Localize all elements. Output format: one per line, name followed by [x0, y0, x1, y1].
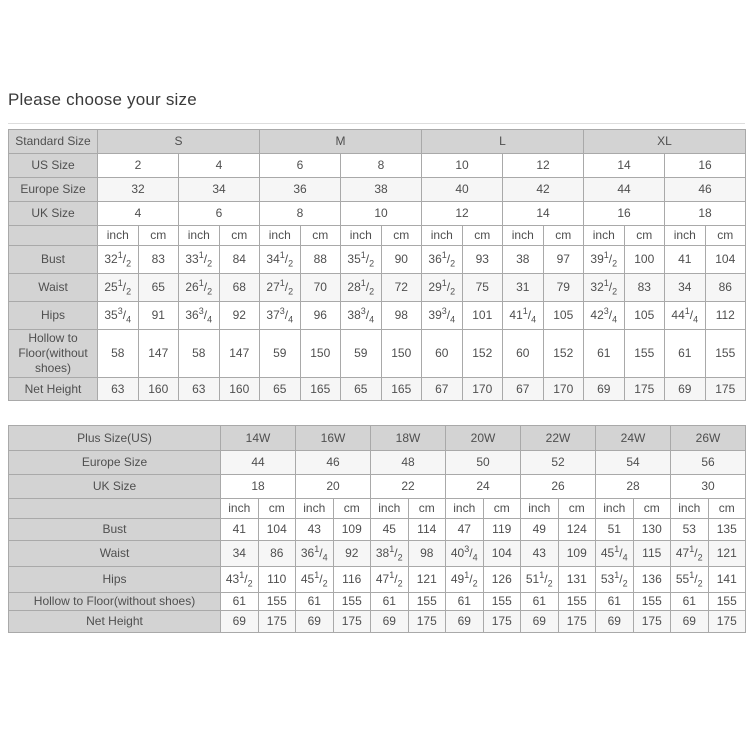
table-cell: 109 — [333, 519, 371, 541]
table-cell: 160 — [219, 378, 260, 401]
table-cell: 170 — [462, 378, 503, 401]
table-cell: 6 — [260, 154, 341, 178]
table-cell: 100 — [624, 246, 665, 274]
table-cell: 126 — [483, 567, 521, 593]
table-cell: 175 — [558, 611, 596, 633]
table-cell: 51 — [596, 519, 634, 541]
table-cell: 155 — [408, 593, 446, 611]
table-cell: 150 — [300, 330, 341, 378]
table-cell: 8 — [260, 202, 341, 226]
table-cell: $38^3/_4$ — [341, 302, 382, 330]
table-cell: $55^1/_2$ — [671, 567, 709, 593]
table-row — [9, 499, 746, 519]
table-cell: 97 — [543, 246, 584, 274]
table-row — [9, 475, 746, 499]
table-cell: 10 — [422, 154, 503, 178]
unit-header-cm: cm — [624, 226, 665, 246]
table-cell: 46 — [665, 178, 746, 202]
table-cell: 65 — [260, 378, 301, 401]
unit-header-cm: cm — [483, 499, 521, 519]
table-cell: $35^3/_4$ — [98, 302, 139, 330]
table-cell: 69 — [521, 611, 559, 633]
table-cell: 8 — [341, 154, 422, 178]
table-cell: $49^1/_2$ — [446, 567, 484, 593]
table-cell: 69 — [584, 378, 625, 401]
table-cell: 41 — [665, 246, 706, 274]
table-cell: $36^1/_2$ — [422, 246, 463, 274]
table-cell: 147 — [219, 330, 260, 378]
table-cell: 131 — [558, 567, 596, 593]
plus-size-table — [8, 425, 746, 633]
table-cell: 86 — [705, 274, 746, 302]
size-header-14w: 14W — [221, 426, 296, 451]
row-label-bust: Bust — [9, 519, 221, 541]
table-row — [9, 246, 746, 274]
table-cell: 91 — [138, 302, 179, 330]
table-cell: 65 — [341, 378, 382, 401]
table-cell: 121 — [408, 567, 446, 593]
table-cell: 61 — [446, 593, 484, 611]
table-row — [9, 567, 746, 593]
size-header-18w: 18W — [371, 426, 446, 451]
table-cell: $43^1/_2$ — [221, 567, 259, 593]
table-cell: 34 — [179, 178, 260, 202]
size-header-s: S — [98, 130, 260, 154]
table-cell: 86 — [258, 541, 296, 567]
table-cell: 48 — [371, 451, 446, 475]
table-row — [9, 202, 746, 226]
table-cell: 155 — [333, 593, 371, 611]
table-cell: 84 — [219, 246, 260, 274]
table-cell: 116 — [333, 567, 371, 593]
table-cell: 92 — [219, 302, 260, 330]
table-cell: $28^1/_2$ — [341, 274, 382, 302]
table-cell: 104 — [483, 541, 521, 567]
table-cell: 31 — [503, 274, 544, 302]
unit-header-inch: inch — [584, 226, 625, 246]
unit-header-cm: cm — [705, 226, 746, 246]
row-label-hips: Hips — [9, 567, 221, 593]
unit-header-cm: cm — [558, 499, 596, 519]
table-cell: $32^1/_2$ — [98, 246, 139, 274]
table-cell: 34 — [221, 541, 259, 567]
table-cell: 147 — [138, 330, 179, 378]
table-cell: 60 — [422, 330, 463, 378]
unit-header-inch: inch — [179, 226, 220, 246]
table-cell: 110 — [258, 567, 296, 593]
table-cell: 109 — [558, 541, 596, 567]
table-cell: 43 — [521, 541, 559, 567]
size-header-xl: XL — [584, 130, 746, 154]
unit-header-cm: cm — [408, 499, 446, 519]
row-label-uk-size: UK Size — [9, 475, 221, 499]
unit-header-inch: inch — [521, 499, 559, 519]
table-cell: 63 — [98, 378, 139, 401]
table-cell: $44^1/_4$ — [665, 302, 706, 330]
table-cell: 28 — [596, 475, 671, 499]
unit-header-inch: inch — [422, 226, 463, 246]
row-label-europe-size: Europe Size — [9, 451, 221, 475]
unit-header-cm: cm — [462, 226, 503, 246]
table-cell: 155 — [708, 593, 746, 611]
table-cell: 88 — [300, 246, 341, 274]
size-header-l: L — [422, 130, 584, 154]
table-cell: 70 — [300, 274, 341, 302]
table-cell: 155 — [633, 593, 671, 611]
size-header-20w: 20W — [446, 426, 521, 451]
table-cell: 105 — [543, 302, 584, 330]
table-cell: $37^3/_4$ — [260, 302, 301, 330]
table-cell: 98 — [381, 302, 422, 330]
table-cell: 59 — [341, 330, 382, 378]
table-cell: 155 — [558, 593, 596, 611]
table-cell: 105 — [624, 302, 665, 330]
unit-header-inch: inch — [98, 226, 139, 246]
table-cell: 26 — [521, 475, 596, 499]
table-cell: 24 — [446, 475, 521, 499]
unit-header-inch: inch — [371, 499, 409, 519]
table-row — [9, 541, 746, 567]
table-cell: 44 — [584, 178, 665, 202]
row-label-standard-size: Standard Size — [9, 130, 98, 154]
table-cell: 114 — [408, 519, 446, 541]
table-cell: 92 — [333, 541, 371, 567]
table-cell: $36^1/_4$ — [296, 541, 334, 567]
table-cell: 63 — [179, 378, 220, 401]
table-cell: 45 — [371, 519, 409, 541]
table-cell: 160 — [138, 378, 179, 401]
table-cell: 60 — [503, 330, 544, 378]
standard-size-table — [8, 129, 746, 401]
table-cell: 155 — [483, 593, 521, 611]
table-cell: 4 — [98, 202, 179, 226]
table-cell: 83 — [138, 246, 179, 274]
table-cell: 4 — [179, 154, 260, 178]
table-cell: $35^1/_2$ — [341, 246, 382, 274]
table-cell: 18 — [665, 202, 746, 226]
table-cell: 175 — [408, 611, 446, 633]
table-cell: 61 — [296, 593, 334, 611]
table-cell: 61 — [521, 593, 559, 611]
table-row — [9, 378, 746, 401]
table-cell: 98 — [408, 541, 446, 567]
table-cell: 141 — [708, 567, 746, 593]
table-cell: $42^3/_4$ — [584, 302, 625, 330]
table-cell: 67 — [503, 378, 544, 401]
table-cell: 36 — [260, 178, 341, 202]
table-cell: 50 — [446, 451, 521, 475]
table-cell: 135 — [708, 519, 746, 541]
table-cell: $39^1/_2$ — [584, 246, 625, 274]
table-cell: 38 — [341, 178, 422, 202]
unit-header-inch: inch — [503, 226, 544, 246]
unit-header-inch: inch — [221, 499, 259, 519]
unit-header-cm: cm — [219, 226, 260, 246]
table-cell: $25^1/_2$ — [98, 274, 139, 302]
table-cell: 22 — [371, 475, 446, 499]
table-row — [9, 302, 746, 330]
unit-header-inch: inch — [260, 226, 301, 246]
row-label-europe-size: Europe Size — [9, 178, 98, 202]
table-cell: 104 — [705, 246, 746, 274]
unit-header-inch: inch — [596, 499, 634, 519]
row-label-net-height: Net Height — [9, 378, 98, 401]
table-cell: 175 — [705, 378, 746, 401]
row-label-units — [9, 499, 221, 519]
table-cell: 53 — [671, 519, 709, 541]
table-row — [9, 226, 746, 246]
unit-header-inch: inch — [665, 226, 706, 246]
table-cell: $33^1/_2$ — [179, 246, 220, 274]
table-cell: 59 — [260, 330, 301, 378]
table-row — [9, 154, 746, 178]
row-label-units — [9, 226, 98, 246]
table-cell: 68 — [219, 274, 260, 302]
table-cell: $26^1/_2$ — [179, 274, 220, 302]
table-cell: $36^3/_4$ — [179, 302, 220, 330]
table-cell: 58 — [98, 330, 139, 378]
table-cell: 124 — [558, 519, 596, 541]
row-label-bust: Bust — [9, 246, 98, 274]
unit-header-inch: inch — [341, 226, 382, 246]
table-cell: 32 — [98, 178, 179, 202]
row-label-net-height: Net Height — [9, 611, 221, 633]
table-row — [9, 130, 746, 154]
table-cell: 93 — [462, 246, 503, 274]
row-label-hollow-to-floor-without-shoes: Hollow to Floor(without shoes) — [9, 593, 221, 611]
table-cell: 130 — [633, 519, 671, 541]
table-cell: 90 — [381, 246, 422, 274]
table-cell: 16 — [665, 154, 746, 178]
table-cell: 119 — [483, 519, 521, 541]
table-cell: 75 — [462, 274, 503, 302]
table-cell: 69 — [296, 611, 334, 633]
table-cell: 42 — [503, 178, 584, 202]
table-cell: 12 — [503, 154, 584, 178]
table-cell: 155 — [705, 330, 746, 378]
unit-header-cm: cm — [333, 499, 371, 519]
table-cell: 69 — [596, 611, 634, 633]
table-cell: 41 — [221, 519, 259, 541]
table-cell: 115 — [633, 541, 671, 567]
table-cell: 43 — [296, 519, 334, 541]
table-cell: $47^1/_2$ — [671, 541, 709, 567]
table-cell: 61 — [584, 330, 625, 378]
table-cell: 72 — [381, 274, 422, 302]
table-cell: 155 — [624, 330, 665, 378]
table-cell: $45^1/_2$ — [296, 567, 334, 593]
table-cell: 152 — [462, 330, 503, 378]
table-cell: $39^3/_4$ — [422, 302, 463, 330]
table-cell: 52 — [521, 451, 596, 475]
table-cell: 101 — [462, 302, 503, 330]
table-cell: 69 — [446, 611, 484, 633]
table-cell: 79 — [543, 274, 584, 302]
row-label-waist: Waist — [9, 274, 98, 302]
table-cell: 69 — [665, 378, 706, 401]
table-cell: 152 — [543, 330, 584, 378]
table-cell: 56 — [671, 451, 746, 475]
table-cell: 58 — [179, 330, 220, 378]
unit-header-cm: cm — [381, 226, 422, 246]
page-title: Please choose your size — [8, 90, 197, 109]
table-cell: 61 — [221, 593, 259, 611]
row-label-us-size: US Size — [9, 154, 98, 178]
table-cell: $47^1/_2$ — [371, 567, 409, 593]
table-cell: 96 — [300, 302, 341, 330]
table-cell: 175 — [708, 611, 746, 633]
unit-header-inch: inch — [296, 499, 334, 519]
size-header-22w: 22W — [521, 426, 596, 451]
table-cell: 175 — [483, 611, 521, 633]
table-cell: $51^1/_2$ — [521, 567, 559, 593]
table-cell: 10 — [341, 202, 422, 226]
table-cell: 14 — [584, 154, 665, 178]
table-row — [9, 611, 746, 633]
unit-header-cm: cm — [543, 226, 584, 246]
table-cell: 49 — [521, 519, 559, 541]
size-header-26w: 26W — [671, 426, 746, 451]
table-cell: $32^1/_2$ — [584, 274, 625, 302]
divider — [8, 123, 745, 124]
table-row — [9, 274, 746, 302]
table-cell: 69 — [671, 611, 709, 633]
table-cell: 175 — [624, 378, 665, 401]
table-cell: 175 — [633, 611, 671, 633]
table-cell: 170 — [543, 378, 584, 401]
table-row — [9, 519, 746, 541]
table-cell: 30 — [671, 475, 746, 499]
table-cell: 44 — [221, 451, 296, 475]
table-row — [9, 593, 746, 611]
table-cell: 18 — [221, 475, 296, 499]
table-cell: 47 — [446, 519, 484, 541]
unit-header-inch: inch — [446, 499, 484, 519]
unit-header-cm: cm — [300, 226, 341, 246]
table-cell: $45^1/_4$ — [596, 541, 634, 567]
table-cell: 38 — [503, 246, 544, 274]
table-cell: 12 — [422, 202, 503, 226]
row-label-waist: Waist — [9, 541, 221, 567]
size-header-24w: 24W — [596, 426, 671, 451]
table-cell: 16 — [584, 202, 665, 226]
table-cell: 136 — [633, 567, 671, 593]
table-cell: 6 — [179, 202, 260, 226]
table-cell: $29^1/_2$ — [422, 274, 463, 302]
table-cell: 165 — [381, 378, 422, 401]
table-cell: $34^1/_2$ — [260, 246, 301, 274]
unit-header-cm: cm — [633, 499, 671, 519]
table-cell: 2 — [98, 154, 179, 178]
table-cell: 165 — [300, 378, 341, 401]
table-row — [9, 451, 746, 475]
table-cell: 150 — [381, 330, 422, 378]
table-cell: 14 — [503, 202, 584, 226]
table-cell: 83 — [624, 274, 665, 302]
unit-header-inch: inch — [671, 499, 709, 519]
table-row — [9, 178, 746, 202]
size-header-m: M — [260, 130, 422, 154]
row-label-hollow-to-floor-without-shoes: Hollow to Floor(without shoes) — [9, 330, 98, 378]
table-cell: 155 — [258, 593, 296, 611]
table-cell: 61 — [665, 330, 706, 378]
row-label-uk-size: UK Size — [9, 202, 98, 226]
table-cell: 61 — [596, 593, 634, 611]
row-label-hips: Hips — [9, 302, 98, 330]
table-cell: 65 — [138, 274, 179, 302]
unit-header-cm: cm — [708, 499, 746, 519]
unit-header-cm: cm — [138, 226, 179, 246]
table-cell: 69 — [221, 611, 259, 633]
table-cell: 121 — [708, 541, 746, 567]
size-header-16w: 16W — [296, 426, 371, 451]
table-cell: $38^1/_2$ — [371, 541, 409, 567]
table-cell: 34 — [665, 274, 706, 302]
table-cell: 54 — [596, 451, 671, 475]
table-cell: 69 — [371, 611, 409, 633]
table-cell: 20 — [296, 475, 371, 499]
table-cell: $53^1/_2$ — [596, 567, 634, 593]
table-cell: 175 — [333, 611, 371, 633]
table-row — [9, 426, 746, 451]
table-cell: 40 — [422, 178, 503, 202]
row-label-plus-size-us: Plus Size(US) — [9, 426, 221, 451]
table-cell: 104 — [258, 519, 296, 541]
table-cell: 175 — [258, 611, 296, 633]
table-cell: $27^1/_2$ — [260, 274, 301, 302]
table-cell: $40^3/_4$ — [446, 541, 484, 567]
table-cell: 112 — [705, 302, 746, 330]
table-cell: 61 — [371, 593, 409, 611]
table-cell: 61 — [671, 593, 709, 611]
table-row — [9, 330, 746, 378]
table-cell: 46 — [296, 451, 371, 475]
unit-header-cm: cm — [258, 499, 296, 519]
table-cell: 67 — [422, 378, 463, 401]
table-cell: $41^1/_4$ — [503, 302, 544, 330]
